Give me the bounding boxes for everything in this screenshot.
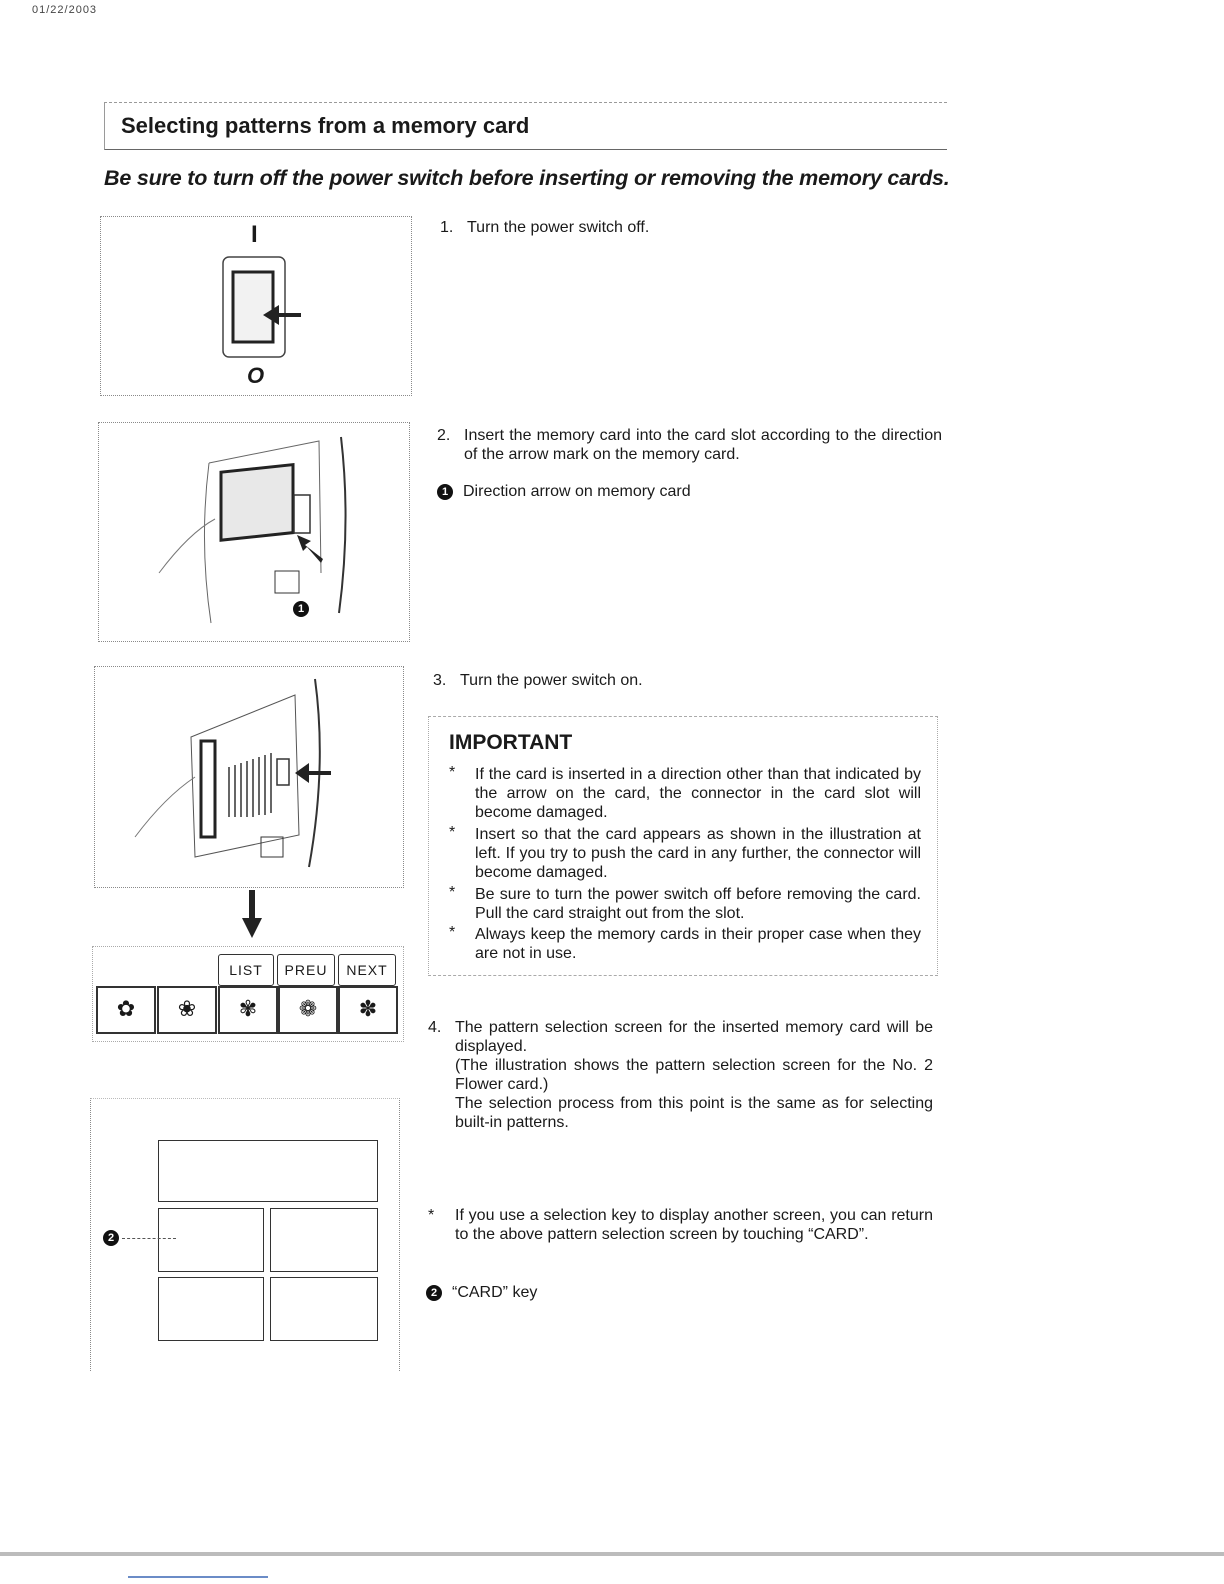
important-item-1-text: If the card is inserted in a direction other than that indicated by the arrow on the card, the connector in the card slot will become damaged. bbox=[475, 766, 921, 821]
card-key-note: * If you use a selection key to display another screen, you can return to the above pattern selection screen by touching “CARD”. bbox=[428, 1207, 933, 1243]
figure-power-switch-off bbox=[100, 216, 412, 396]
pattern-tile-bouquet[interactable] bbox=[96, 986, 156, 1034]
step-2 bbox=[437, 426, 942, 466]
step-2-text: Insert the memory card into the card slot according to the direction of the arrow mark on the memory card. bbox=[464, 427, 942, 463]
step-3 bbox=[433, 671, 938, 691]
important-item-3-text: Be sure to turn the power switch off before removing the card. Pull the card straight out from the slot. bbox=[475, 886, 921, 922]
prev-button[interactable]: PREU bbox=[277, 954, 335, 986]
section-title: Selecting patterns from a memory card bbox=[121, 113, 530, 138]
important-item-3: * Be sure to turn the power switch off before removing the card. Pull the card straight out from the slot. bbox=[449, 884, 921, 922]
pattern-tile-tulips[interactable] bbox=[157, 986, 217, 1034]
important-item-1: * If the card is inserted in a direction other than that indicated by the arrow on the card, the connector in the card slot will become damaged. bbox=[449, 764, 921, 821]
switch-off-label: O bbox=[247, 363, 265, 388]
machine-side-illustration bbox=[95, 667, 403, 887]
screen-key-2[interactable] bbox=[270, 1208, 378, 1272]
down-arrow-icon bbox=[240, 890, 264, 940]
step-4-line-1: The pattern selection screen for the inserted memory card will be displayed. bbox=[455, 1019, 933, 1055]
switch-on-label: I bbox=[251, 221, 258, 248]
important-item-4-text: Always keep the memory cards in their proper case when they are not in use. bbox=[475, 926, 921, 962]
card-key[interactable] bbox=[158, 1208, 264, 1272]
page-date-mark: 01/22/2003 bbox=[32, 4, 98, 16]
daisy-icon: ✾ bbox=[238, 996, 258, 1021]
flower-bouquet-icon: ✿ bbox=[116, 996, 136, 1021]
card-slot-illustration bbox=[99, 423, 409, 641]
step-4-line-2: (The illustration shows the pattern selection screen for the No. 2 Flower card.) bbox=[455, 1057, 933, 1093]
important-title: IMPORTANT bbox=[449, 731, 573, 754]
card-key-note-text: If you use a selection key to display another screen, you can return to the above pattern selection screen by touching “CARD”. bbox=[455, 1207, 933, 1243]
step-1 bbox=[440, 218, 940, 238]
pattern-tile-spray[interactable] bbox=[338, 986, 398, 1034]
power-warning: Be sure to turn off the power switch before inserting or removing the memory cards. bbox=[104, 166, 950, 190]
figure-insert-card bbox=[98, 422, 410, 642]
callout-badge-1-figure: 1 bbox=[293, 601, 309, 617]
next-button[interactable]: NEXT bbox=[338, 954, 396, 986]
step-4-line-3: The selection process from this point is the same as for selecting built-in patterns. bbox=[455, 1095, 933, 1131]
important-box bbox=[428, 716, 938, 976]
step-3-text: Turn the power switch on. bbox=[460, 672, 643, 689]
callout-badge-2-figure: 2 bbox=[103, 1230, 119, 1246]
screen-key-3[interactable] bbox=[158, 1277, 264, 1341]
list-button[interactable]: LIST bbox=[218, 954, 274, 986]
callout-1-text: Direction arrow on memory card bbox=[463, 483, 691, 500]
step-3-number: 3. bbox=[433, 672, 447, 689]
step-2-number: 2. bbox=[437, 427, 451, 444]
step-4-number: 4. bbox=[428, 1019, 442, 1036]
callout-badge-1: 1 bbox=[437, 484, 453, 500]
callout-2-text: “CARD” key bbox=[452, 1284, 538, 1301]
important-item-4: * Always keep the memory cards in their proper case when they are not in use. bbox=[449, 924, 921, 962]
step-1-text: Turn the power switch off. bbox=[467, 219, 650, 236]
footer-accent-line bbox=[128, 1576, 268, 1578]
figure-power-switch-on bbox=[94, 666, 404, 888]
screen-display-area bbox=[158, 1140, 378, 1202]
pattern-tile-daisies[interactable] bbox=[218, 986, 278, 1034]
step-4 bbox=[428, 1018, 933, 1138]
important-item-2: * Insert so that the card appears as shown in the illustration at left. If you try to push the card in any further, the connector will become damaged. bbox=[449, 824, 921, 881]
footer-bar bbox=[0, 1552, 1224, 1556]
callout-1 bbox=[437, 483, 691, 501]
flower-spray-icon: ✽ bbox=[358, 996, 378, 1021]
important-item-2-text: Insert so that the card appears as shown in the illustration at left. If you try to push the card in any further, the connector will become damaged. bbox=[475, 826, 921, 881]
tulip-icon: ❀ bbox=[177, 996, 197, 1021]
wildflower-icon: ❁ bbox=[298, 996, 318, 1021]
pattern-tile-wildflowers[interactable] bbox=[278, 986, 338, 1034]
callout-2 bbox=[426, 1284, 537, 1302]
step-1-number: 1. bbox=[440, 219, 454, 236]
callout-2-leader-line bbox=[122, 1238, 176, 1239]
callout-badge-2: 2 bbox=[426, 1285, 442, 1301]
section-header bbox=[104, 102, 947, 150]
screen-key-4[interactable] bbox=[270, 1277, 378, 1341]
